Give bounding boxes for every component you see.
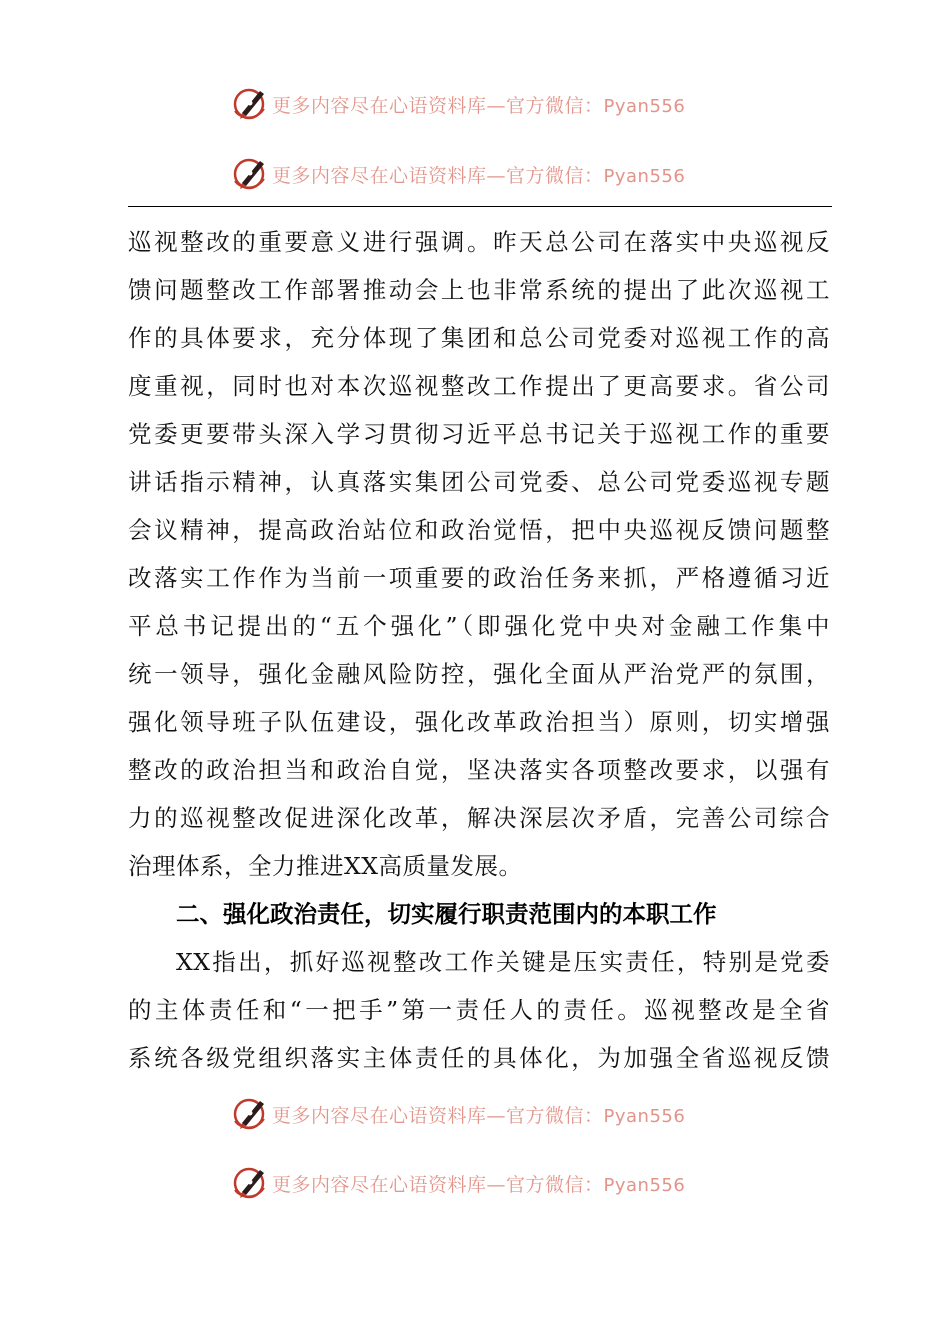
watermark-text: 更多内容尽在心语资料库—官方微信： [272, 1173, 604, 1196]
paragraph-1 [128, 222, 830, 894]
wechat-id: Pyan556 [603, 1105, 686, 1127]
pen-logo-icon [230, 1164, 268, 1202]
pen-logo-icon [230, 155, 268, 193]
text-line: 改落实工作作为当前一项重要的政治任务来抓，严格遵循习近 [128, 564, 830, 592]
section-heading: 二、强化政治责任，切实履行职责范围内的本职工作 [176, 900, 717, 928]
text-line: 平总书记提出的“五个强化”（即强化党中央对金融工作集中 [128, 612, 830, 640]
watermark-banner-top-2 [230, 154, 750, 194]
text-line: 馈问题整改工作部署推动会上也非常系统的提出了此次巡视工 [128, 276, 830, 304]
text-line: 治理体系，全力推进XX高质量发展。 [128, 852, 523, 880]
text-line: 统一领导，强化金融风险防控，强化全面从严治党严的氛围， [128, 660, 830, 688]
text-line: 力的巡视整改促进深化改革，解决深层次矛盾，完善公司综合 [128, 804, 830, 832]
text-line: 巡视整改的重要意义进行强调。昨天总公司在落实中央巡视反 [128, 228, 830, 256]
watermark-text: 更多内容尽在心语资料库—官方微信： [272, 94, 604, 117]
text-line: 讲话指示精神，认真落实集团公司党委、总公司党委巡视专题 [128, 468, 830, 496]
document-body [128, 222, 830, 1086]
text-line: 的主体责任和“一把手”第一责任人的责任。巡视整改是全省 [128, 996, 830, 1024]
watermark-banner-bottom-1 [230, 1094, 750, 1134]
text-line: 党委更要带头深入学习贯彻习近平总书记关于巡视工作的重要 [128, 420, 830, 448]
text-line: 度重视，同时也对本次巡视整改工作提出了更高要求。省公司 [128, 372, 830, 400]
wechat-id: Pyan556 [603, 95, 686, 117]
paragraph-2 [128, 942, 830, 1086]
watermark-banner-bottom-2 [230, 1163, 750, 1203]
text-line: 整改的政治担当和政治自觉，坚决落实各项整改要求，以强有 [128, 756, 830, 784]
watermark-text: 更多内容尽在心语资料库—官方微信： [272, 1104, 604, 1127]
text-line: 系统各级党组织落实主体责任的具体化，为加强全省巡视反馈 [128, 1044, 830, 1072]
text-line: 强化领导班子队伍建设，强化改革政治担当）原则，切实增强 [128, 708, 830, 736]
watermark-banner-top-1 [230, 84, 750, 124]
pen-logo-icon [230, 1095, 268, 1133]
text-line: XX指出，抓好巡视整改工作关键是压实责任，特别是党委 [176, 948, 830, 976]
wechat-id: Pyan556 [603, 165, 686, 187]
pen-logo-icon [230, 85, 268, 123]
text-line: 会议精神，提高政治站位和政治觉悟，把中央巡视反馈问题整 [128, 516, 830, 544]
wechat-id: Pyan556 [603, 1174, 686, 1196]
header-divider [128, 206, 832, 207]
watermark-text: 更多内容尽在心语资料库—官方微信： [272, 164, 604, 187]
text-line: 作的具体要求，充分体现了集团和总公司党委对巡视工作的高 [128, 324, 830, 352]
